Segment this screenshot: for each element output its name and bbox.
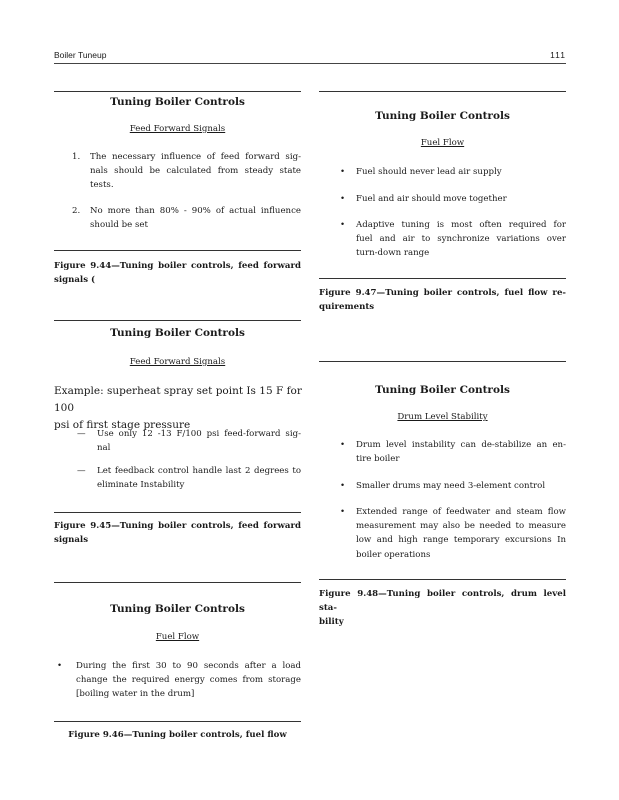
figure-subtitle: Fuel Flow (155, 632, 200, 642)
figure-subtitle: Feed Forward Signals (129, 124, 226, 134)
figure-bottom-rule (54, 512, 301, 513)
bullet-marker: • (340, 507, 346, 517)
bullet-marker: • (340, 220, 346, 230)
dash-marker: — (77, 466, 86, 476)
page-number: 111 (550, 50, 566, 60)
bullet-marker: • (340, 167, 346, 177)
list-number: 1. (72, 152, 81, 162)
list-item: The necessary influence of feed forward sig- nals should be calculated from steady state tests. (90, 152, 301, 191)
dash-marker: — (77, 429, 86, 439)
list-item: Smaller drums may need 3-element control (356, 481, 546, 491)
bullet-marker: • (340, 194, 346, 204)
figure-subtitle: Fuel Flow (420, 138, 465, 148)
figure-caption: Figure 9.47—Tuning boiler controls, fuel flow re- quirements (319, 288, 566, 312)
figure-caption: Figure 9.44—Tuning boiler controls, feed forward signals ( (54, 261, 301, 285)
figure-top-rule (319, 361, 566, 362)
figure-caption: Figure 9.48—Tuning boiler controls, drum level sta- bility (319, 589, 566, 627)
figure-top-rule (54, 582, 301, 583)
list-item: No more than 80% - 90% of actual influence should be set (90, 206, 301, 231)
figure-top-rule (54, 91, 301, 92)
list-item: Adaptive tuning is most often required for fuel and air to synchronize variations over turn-down range (356, 220, 566, 259)
figure-bottom-rule (54, 721, 301, 722)
list-item: Fuel and air should move together (356, 194, 507, 204)
page-header (54, 50, 566, 64)
figure-title: Tuning Boiler Controls (110, 96, 245, 108)
figure-bottom-rule (319, 278, 566, 279)
figure-title: Tuning Boiler Controls (375, 384, 510, 396)
bullet-marker: • (340, 440, 346, 450)
list-item: Drum level instability can de-stabilize an en- tire boiler (356, 440, 566, 465)
bullet-marker: • (340, 481, 346, 491)
example-text: Example: superheat spray set point Is 15 F for 100 psi of first stage pressure (54, 385, 302, 431)
list-number: 2. (72, 206, 81, 216)
running-title: Boiler Tuneup (54, 50, 107, 60)
header-rule (54, 63, 566, 64)
list-item: Use only 12 -13 F/100 psi feed-forward sig- nal (97, 429, 301, 454)
figure-title: Tuning Boiler Controls (375, 110, 510, 122)
figure-caption: Figure 9.45—Tuning boiler controls, feed forward signals (54, 521, 301, 545)
figure-title: Tuning Boiler Controls (110, 603, 245, 615)
figure-bottom-rule (319, 579, 566, 580)
figure-top-rule (319, 91, 566, 92)
list-item: Let feedback control handle last 2 degrees to eliminate Instability (97, 466, 301, 491)
list-item: Extended range of feedwater and steam flow measurement may also be needed to measure low and high range temporary excursions In boiler operations (356, 507, 566, 560)
figure-bottom-rule (54, 250, 301, 251)
list-item: Fuel should never lead air supply (356, 167, 502, 177)
figure-subtitle: Drum Level Stability (397, 412, 488, 422)
figure-top-rule (54, 320, 301, 321)
bullet-marker: • (57, 661, 63, 671)
figure-title: Tuning Boiler Controls (110, 327, 245, 339)
figure-caption: Figure 9.46—Tuning boiler controls, fuel flow (68, 730, 287, 740)
figure-subtitle: Feed Forward Signals (129, 357, 226, 367)
list-item: During the first 30 to 90 seconds after a load change the required energy comes from storage [boiling water in the drum] (76, 661, 301, 700)
